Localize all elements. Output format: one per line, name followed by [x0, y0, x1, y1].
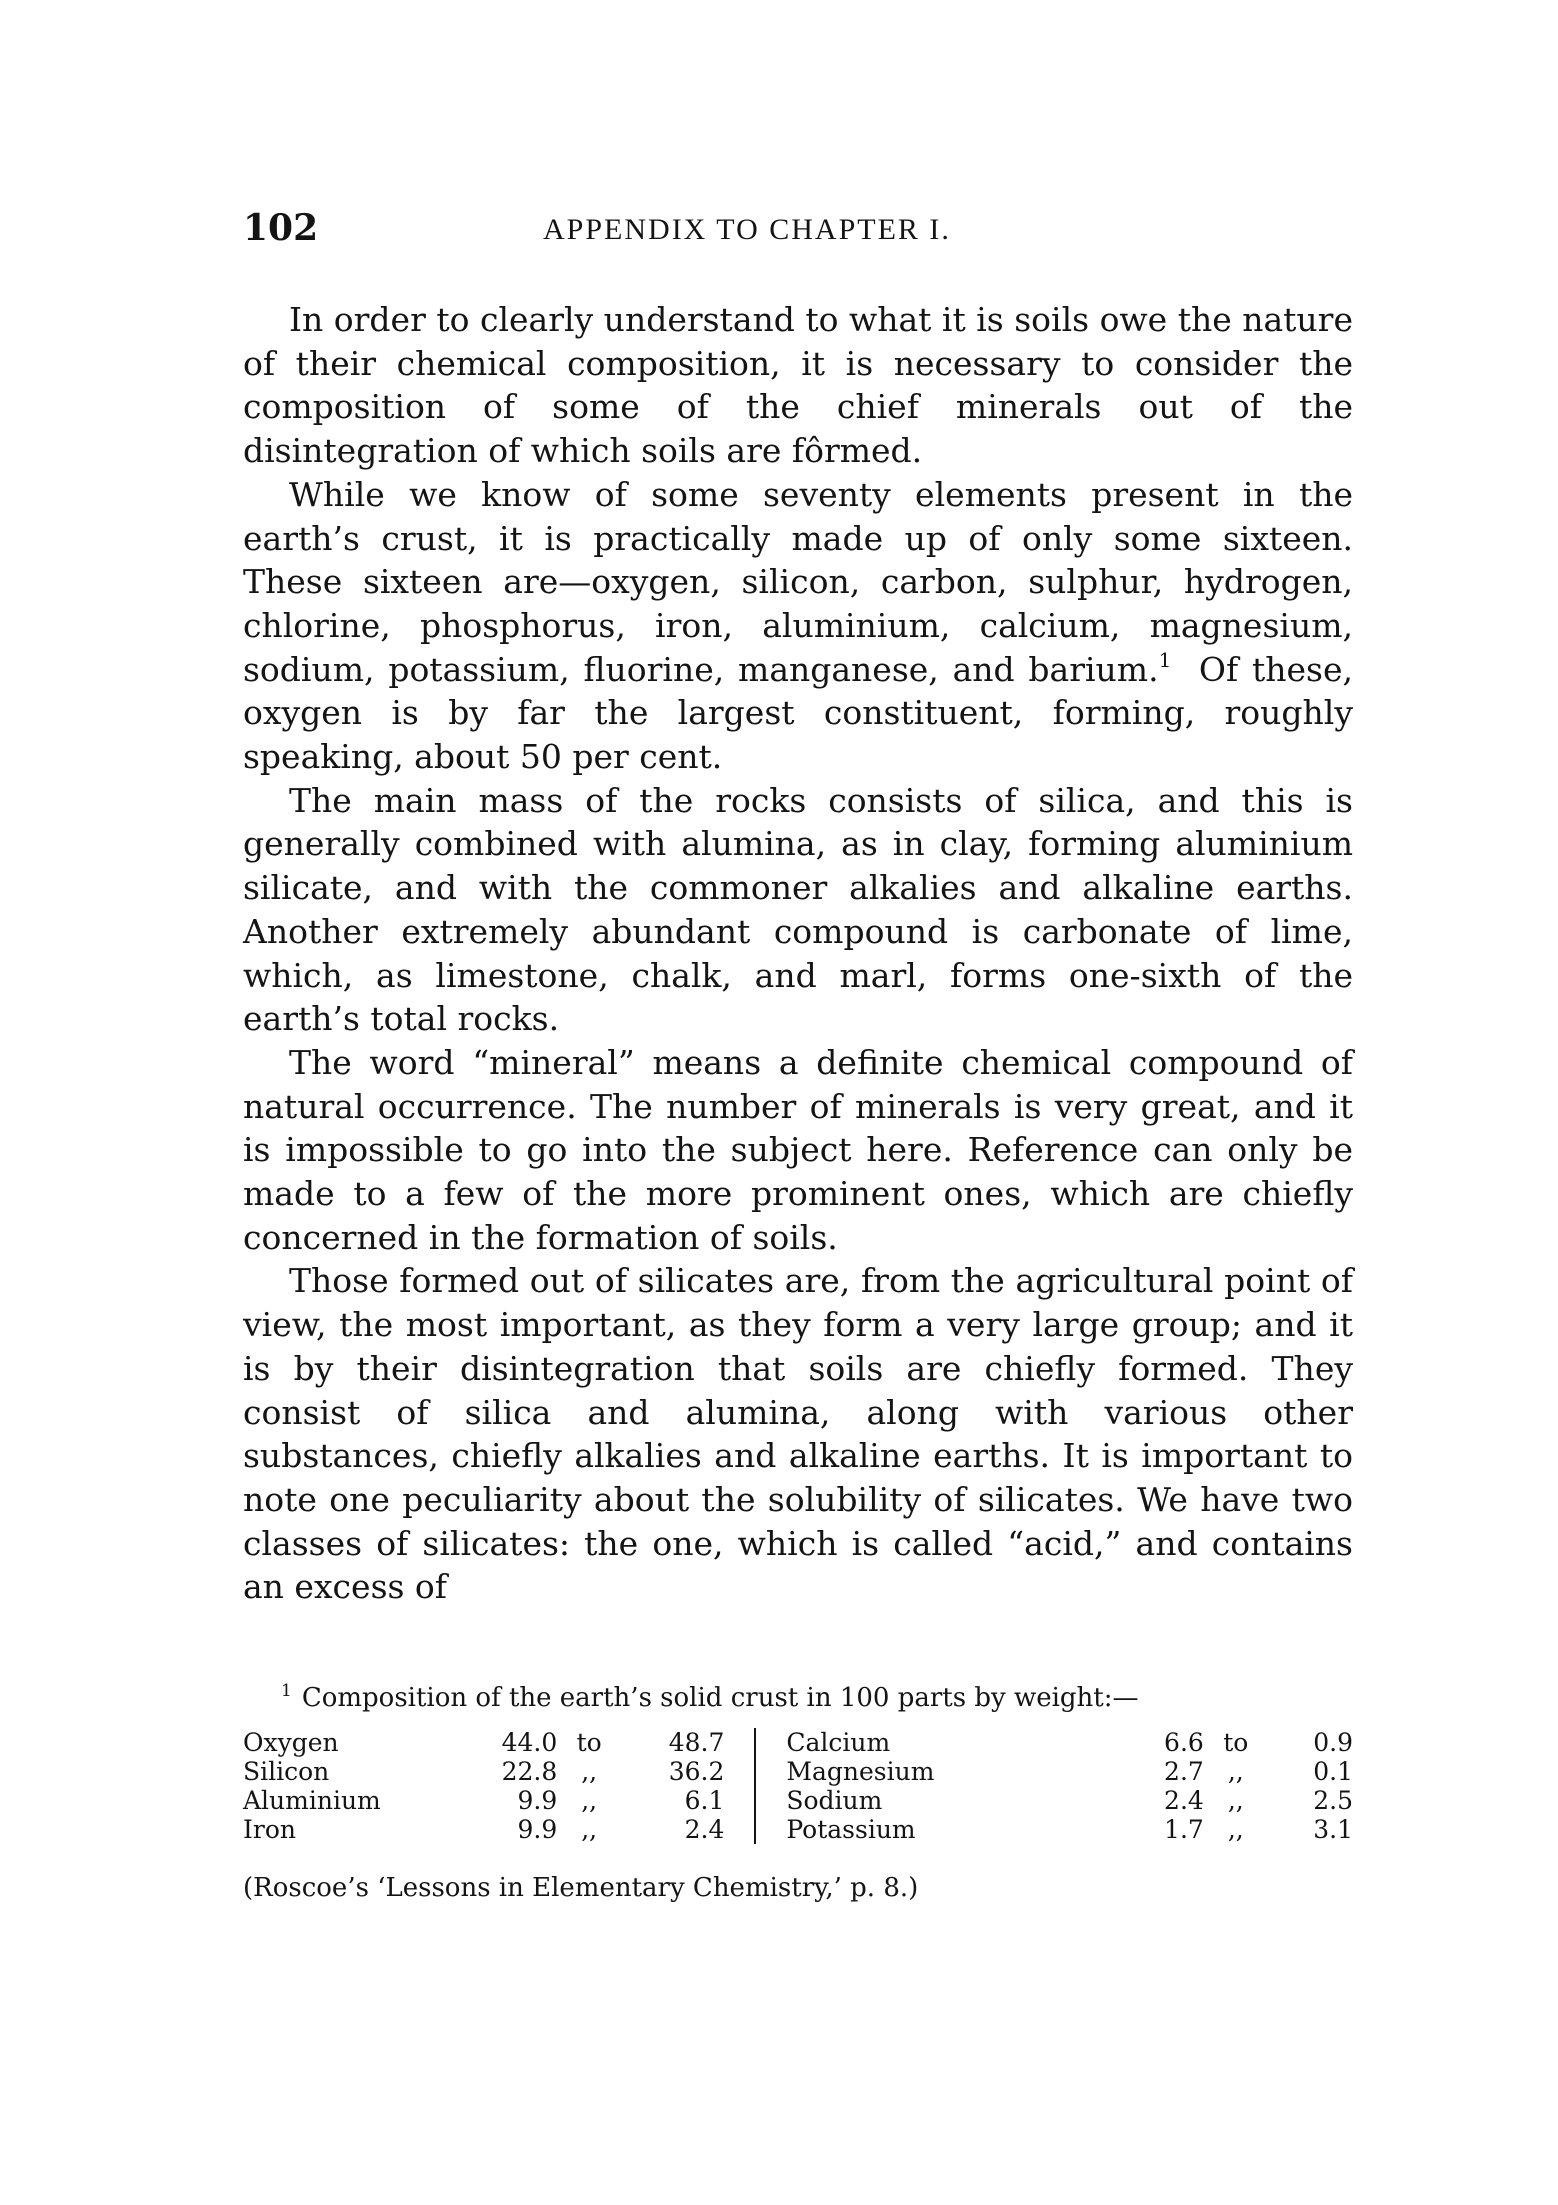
high-value: 2.4 — [621, 1815, 755, 1844]
paragraph-5: Those formed out of silicates are, from the agricultural point of view, the most important, as they form a very large group; and it is by their disintegration that soils are chiefly formed. They consist of silica and alumina, along with various other substances, chiefly alkalies and alkaline earths. It is important to note one peculiarity about the solubility of silicates. We have two classes of silicates: the one, which is called “acid,” and contains an excess of — [243, 1261, 1353, 1607]
high-value: 0.9 — [1313, 1728, 1353, 1757]
element-name: Magnesium — [786, 1757, 935, 1786]
element-name: Potassium — [786, 1815, 916, 1844]
element-name: Oxygen — [243, 1728, 339, 1757]
footnote-intro — [243, 1673, 1353, 1716]
high-value: 36.2 — [621, 1757, 755, 1786]
low-value: 22.8 — [501, 1757, 558, 1786]
paragraph-4: The word “mineral” means a definite chemical compound of natural occurrence. The number of minerals is very great, and it is impossible to go into the subject here. Reference can only be made to a few of the more prominent ones, which are chiefly concerned in the formation of soils. — [243, 1042, 1353, 1257]
range-separator: ,, — [1227, 1815, 1244, 1844]
page-header — [243, 204, 1353, 256]
range-separator: ,, — [581, 1786, 598, 1815]
paragraph-3: The main mass of the rocks consists of silica, and this is generally combined with alumina, as in clay, forming aluminium silicate, and with the commoner alkalies and alkaline earths. Another extremely abundant compound is carbonate of lime, which, as limestone, chalk, and marl, forms one-sixth of the earth’s total rocks. — [243, 780, 1353, 1039]
low-value: 6.6 — [1164, 1728, 1204, 1757]
high-value: 0.1 — [1313, 1757, 1353, 1786]
high-value: 6.1 — [621, 1786, 755, 1815]
low-value: 44.0 — [501, 1728, 558, 1757]
high-value: 3.1 — [1313, 1815, 1353, 1844]
element-name: Sodium — [786, 1786, 883, 1815]
table-row — [243, 1728, 1353, 1757]
table-row — [243, 1786, 1353, 1815]
element-name: Calcium — [786, 1728, 891, 1757]
paragraph-2-tail: Of these, oxygen is by far the largest constituent, forming, roughly speaking, about 50 per cent. — [243, 649, 1353, 777]
footnote-reference: 1 — [1158, 647, 1172, 672]
footnote — [243, 1673, 1353, 1906]
footnote-source: (Roscoe’s ‘Lessons in Elementary Chemistry,’ p. 8.) — [243, 1873, 919, 1903]
running-head: APPENDIX TO CHAPTER I. — [543, 213, 951, 246]
composition-table — [243, 1728, 1353, 1844]
footnote-intro-text: Composition of the earth’s solid crust in 100 parts by weight:— — [301, 1683, 1139, 1713]
table-row — [243, 1757, 1353, 1786]
element-name: Silicon — [243, 1757, 330, 1786]
paragraph-1: In order to clearly understand to what it is soils owe the nature of their chemical composition, it is necessary to consider the composition of some of the chief minerals out of the disintegration of which soils are fôrmed. — [243, 300, 1353, 471]
high-value: 2.5 — [1313, 1786, 1353, 1815]
range-separator: ,, — [1227, 1786, 1244, 1815]
footnote-marker: 1 — [281, 1681, 292, 1701]
high-value: 48.7 — [621, 1728, 755, 1757]
paragraph-2-text: While we know of some seventy elements present in the earth’s crust, it is practically made up of only some sixteen. These sixteen are—oxygen, silicon, carbon, sulphur, hydrogen, chlorine, phosphorus, iron, aluminium, calcium, magnesium, sodium, potassium, fluorine, manganese, and barium. — [243, 474, 1353, 689]
range-separator: ,, — [581, 1815, 598, 1844]
low-value: 9.9 — [517, 1786, 558, 1815]
element-name: Aluminium — [243, 1786, 381, 1815]
paragraph-2 — [243, 473, 1353, 779]
range-separator: to — [1223, 1728, 1249, 1757]
body-text — [243, 298, 1353, 1609]
range-separator: ,, — [581, 1757, 598, 1786]
page-number: 102 — [243, 207, 319, 249]
table-row — [243, 1815, 1353, 1844]
element-name: Iron — [243, 1815, 296, 1844]
low-value: 1.7 — [1164, 1815, 1204, 1844]
low-value: 2.4 — [1164, 1786, 1204, 1815]
low-value: 9.9 — [517, 1815, 558, 1844]
range-separator: to — [576, 1728, 602, 1757]
range-separator: ,, — [1227, 1757, 1244, 1786]
low-value: 2.7 — [1164, 1757, 1204, 1786]
